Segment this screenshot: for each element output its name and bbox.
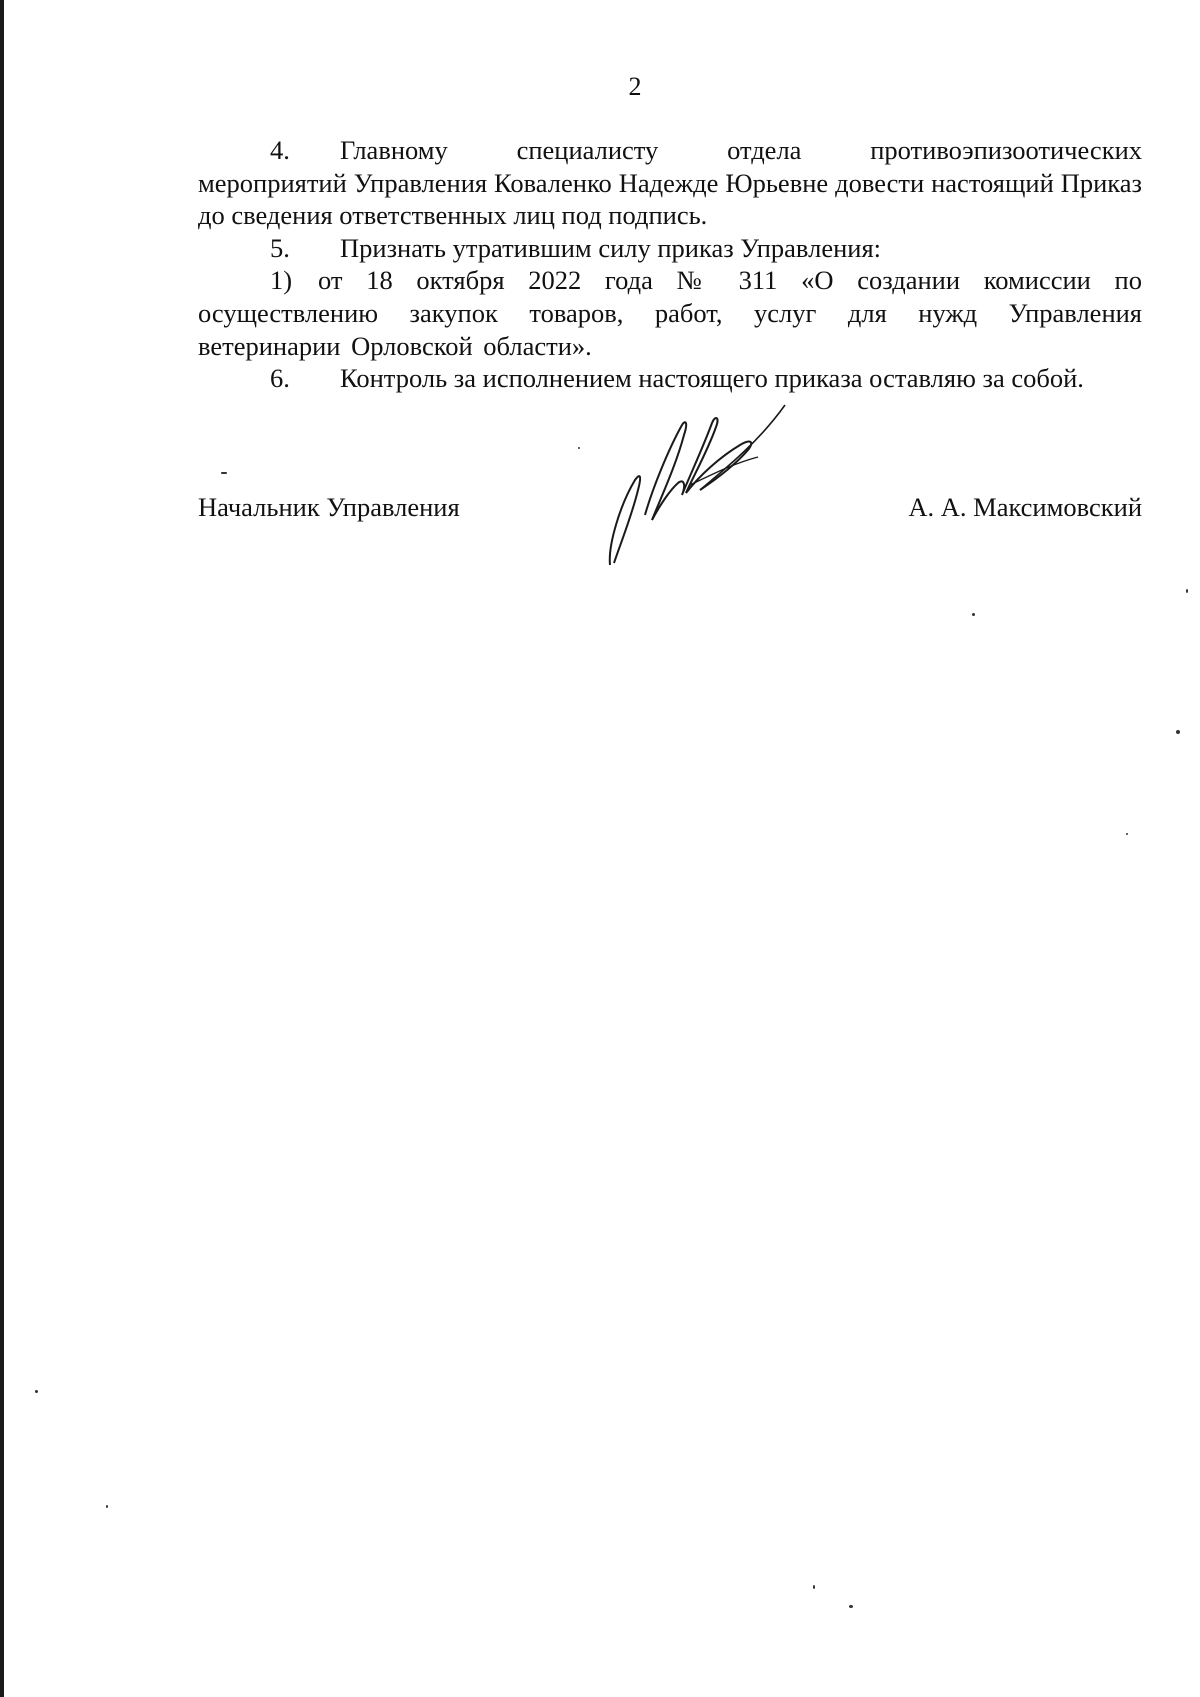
scan-speck — [813, 1585, 815, 1589]
word: Главному — [340, 135, 448, 165]
paragraph-number: 1) — [270, 265, 293, 296]
scan-edge — [0, 0, 4, 1697]
paragraph-number: 4. — [270, 135, 290, 165]
handwritten-signature — [590, 395, 830, 575]
scan-speck — [221, 472, 227, 474]
paragraph-5-item-1 — [198, 264, 1142, 362]
paragraph-6 — [198, 362, 1142, 395]
scan-speck — [972, 613, 975, 616]
scan-speck — [106, 1505, 108, 1508]
document-body — [198, 134, 1142, 395]
paragraph-text: от 18 октября 2022 года № 311 «О создании комиссии по осуществлению закупок товаров, работ, услуг для нужд Управления ветеринарии Орловской области». — [198, 265, 1142, 361]
paragraph-first-line — [340, 134, 1142, 167]
scan-speck — [35, 1390, 38, 1393]
paragraph-number: 6. — [270, 363, 290, 394]
signatory-position: Начальник Управления — [198, 492, 460, 522]
paragraph-text: Признать утратившим силу приказ Управления: — [340, 232, 881, 263]
paragraph-text: мероприятий Управления Коваленко Надежде Юрьевне довести настоящий Приказ до сведения ответственных лиц под подпись. — [198, 167, 1142, 231]
word: противоэпизоотических — [870, 135, 1142, 165]
scan-speck — [849, 1605, 853, 1608]
signatory-name: А. А. Максимовский — [908, 492, 1142, 522]
paragraph-number: 5. — [270, 232, 290, 263]
scan-speck — [578, 447, 580, 449]
word: специалисту — [516, 135, 659, 165]
scan-speck — [1126, 833, 1128, 835]
scan-speck — [1186, 589, 1188, 593]
paragraph-4 — [198, 134, 1142, 232]
word: отдела — [727, 135, 802, 165]
paragraph-5 — [198, 232, 1142, 265]
scan-speck — [1176, 730, 1180, 734]
page-number: 2 — [628, 72, 642, 101]
paragraph-text: Контроль за исполнением настоящего приказа оставляю за собой. — [340, 363, 1084, 394]
